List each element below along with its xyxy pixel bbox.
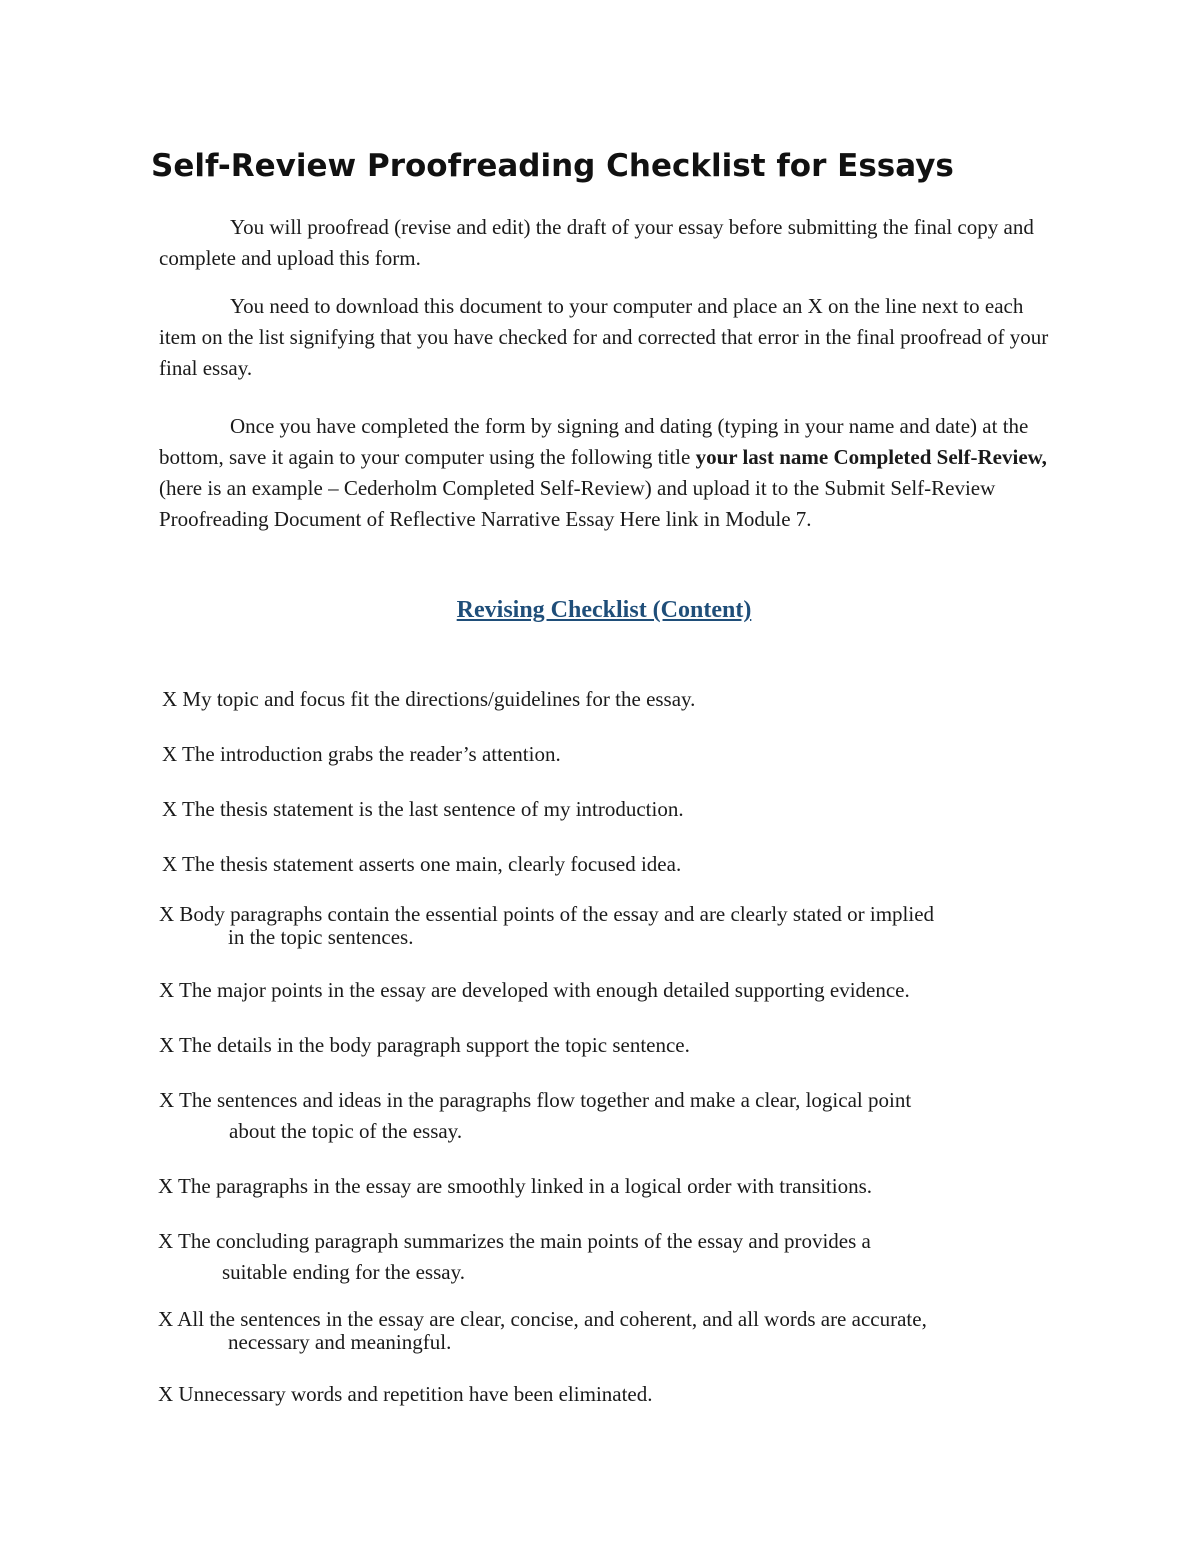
checklist-item-continuation: suitable ending for the essay. [222,1260,465,1284]
instruction-paragraph-2: You need to download this document to your computer and place an X on the line next to each item on the list signifying that you have checked for and corrected that error in the final proofread of your final essay. [159,294,1049,380]
checklist-item-text: The paragraphs in the essay are smoothly linked in a logical order with transitions. [173,1174,873,1198]
checklist-item [162,684,695,715]
checklist-item-text: The thesis statement asserts one main, clearly focused idea. [177,852,682,876]
checklist-mark: X [158,1307,174,1331]
checklist-item [158,1171,872,1202]
checklist-mark: X [158,1174,174,1198]
checklist-item [158,1226,871,1288]
checklist-item-text: Body paragraphs contain the essential points of the essay and are clearly stated or implied [174,902,935,926]
checklist-item-text: Unnecessary words and repetition have been eliminated. [173,1382,653,1406]
checklist-item [158,1379,653,1410]
instruction-paragraph-3 [159,411,1064,535]
checklist-item-continuation: about the topic of the essay. [229,1119,463,1143]
checklist-mark: X [158,1382,174,1406]
page-title: Self-Review Proofreading Checklist for Essays [151,148,954,184]
checklist-item-text: My topic and focus fit the directions/guidelines for the essay. [177,687,696,711]
paragraph-3-text-start: Once you have completed the form by signing and dating (typing in your name and date) at the bottom, save it again to your computer using the following title [159,414,1029,469]
checklist-mark: X [162,852,178,876]
instruction-paragraph-1: You will proofread (revise and edit) the draft of your essay before submitting the final copy and complete and upload this form. [159,215,1034,270]
checklist-mark: X [162,742,178,766]
checklist-item [159,1085,911,1147]
checklist-item-text: All the sentences in the essay are clear, concise, and coherent, and all words are accurate, [173,1307,927,1331]
checklist-item-text: The details in the body paragraph support the topic sentence. [174,1033,690,1057]
paragraph-3-bold-title: your last name Completed Self-Review, [695,445,1047,469]
checklist-item-text: The concluding paragraph summarizes the main points of the essay and provides a [173,1229,871,1253]
checklist-mark: X [159,978,175,1002]
checklist-item [158,1308,927,1354]
checklist-item [162,849,681,880]
checklist-item [159,975,910,1006]
checklist-mark: X [159,1033,175,1057]
checklist-item [159,903,934,949]
checklist-item-continuation: necessary and meaningful. [228,1330,452,1354]
checklist-mark: X [158,1229,174,1253]
checklist-item-text: The major points in the essay are developed with enough detailed supporting evidence. [174,978,910,1002]
checklist-mark: X [159,1088,175,1112]
checklist-item-text: The introduction grabs the reader’s attention. [177,742,561,766]
checklist-item-text: The thesis statement is the last sentence of my introduction. [177,797,684,821]
checklist-item [162,739,561,770]
checklist-mark: X [162,687,178,711]
paragraph-3-text-end: (here is an example – Cederholm Completed Self-Review) and upload it to the Submit Self-Review Proofreading Document of Reflective Narrative Essay Here link in Module 7. [159,476,996,531]
checklist-item [159,1030,690,1061]
section-heading: Revising Checklist (Content) [456,597,752,623]
checklist-mark: X [159,902,175,926]
checklist-item-text: The sentences and ideas in the paragraphs flow together and make a clear, logical point [174,1088,912,1112]
checklist-item [162,794,684,825]
checklist-item-continuation: in the topic sentences. [228,925,414,949]
checklist-mark: X [162,797,178,821]
